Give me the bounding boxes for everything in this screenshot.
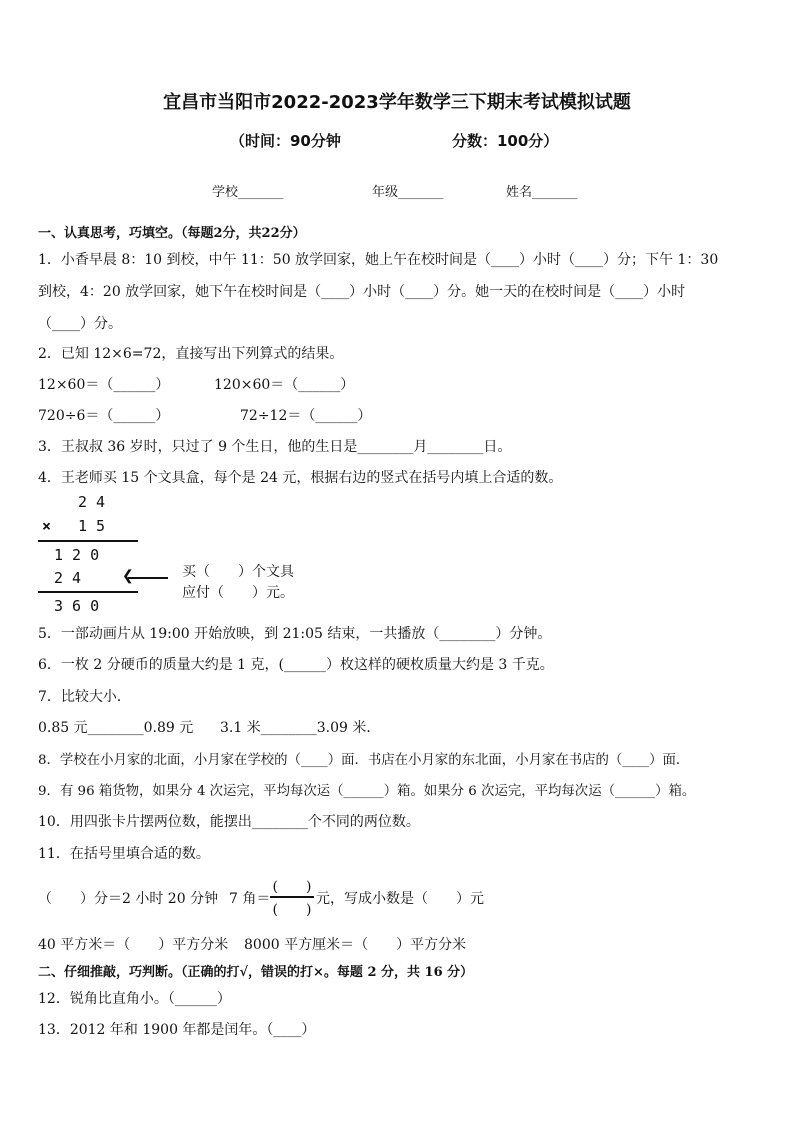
fraction-numerator: ( ) xyxy=(272,879,312,895)
q8-text: 8．学校在小月家的北面，小月家在学校的（____）面．书店在小月家的东北面，小月家在书店的（____）面． xyxy=(38,753,690,768)
school-field: 学校_______ xyxy=(212,185,284,200)
name-field: 姓名_______ xyxy=(506,185,578,200)
vertical-row1: 2 4 xyxy=(78,493,106,511)
multiply-sign: × xyxy=(42,517,52,535)
exam-score: 分数：100分） xyxy=(452,132,559,150)
grade-field: 年级_______ xyxy=(372,185,444,200)
q1-line1: 1．小香早晨 8：10 到校，中午 11：50 放学回家，她上午在校时间是（____）小时（____）分；下午 1：30 xyxy=(38,252,719,268)
q11-b-prefix: 7 角＝ xyxy=(229,891,271,907)
q11-b-suffix: 元，写成小数是（ ）元 xyxy=(316,891,484,907)
q9-text: 9．有 96 箱货物，如果分 4 次运完，平均每次运（______）箱。如果分 6 次运完，平均每次运（______）箱。 xyxy=(38,784,696,799)
q11-a: （ ）分＝2 小时 20 分钟 xyxy=(38,891,219,907)
q2-b: 120×60＝（______） xyxy=(214,377,355,393)
section-2-heading: 二、仔细推敲，巧判断。（正确的打√，错误的打×。每题 2 分，共 16 分） xyxy=(38,965,474,980)
vertical-row4: 2 4 xyxy=(54,569,82,587)
vertical-row2: 1 5 xyxy=(78,517,106,535)
q2-d: 72÷12＝（______） xyxy=(240,408,372,424)
q7-a: 0.85 元________0.89 元 xyxy=(38,720,194,736)
vertical-line-2 xyxy=(38,591,138,593)
q2-c: 720÷6＝（______） xyxy=(38,408,170,424)
arrow-shaft xyxy=(128,577,168,579)
q5-text: 5．一部动画片从 19:00 开始放映，到 21:05 结束，一共播放（________）分钟。 xyxy=(38,626,552,642)
q1-line2: 到校，4：20 放学回家，她下午在校时间是（____）小时（____）分。她一天的在校时间是（____）小时 xyxy=(38,284,686,300)
exam-time: （时间：90分钟 xyxy=(230,132,341,150)
q11-c: 40 平方米＝（ ）平方分米 xyxy=(38,937,229,953)
q2-text: 2．已知 12×6=72，直接写出下列算式的结果。 xyxy=(38,346,344,362)
fraction-bar xyxy=(270,896,314,898)
q4-note2: 应付（ ）元。 xyxy=(182,585,294,601)
section-1-heading: 一、认真思考，巧填空。（每题2分，共22分） xyxy=(38,226,306,241)
q7-b: 3.1 米________3.09 米． xyxy=(220,720,381,736)
q11-text: 11．在括号里填合适的数。 xyxy=(38,846,210,862)
q10-text: 10．用四张卡片摆两位数，能摆出________个不同的两位数。 xyxy=(38,814,420,830)
q2-a: 12×60＝（______） xyxy=(38,377,170,393)
arrow-left-icon: ❮ xyxy=(122,568,134,584)
q4-note1: 买（ ）个文具 xyxy=(182,564,294,580)
q7-text: 7．比较大小． xyxy=(38,689,131,705)
page-title: 宜昌市当阳市2022-2023学年数学三下期末考试模拟试题 xyxy=(163,92,631,113)
q12-text: 12．锐角比直角小。（______） xyxy=(38,991,231,1007)
fraction-denominator: ( ) xyxy=(272,902,312,918)
q1-line3: （____）分。 xyxy=(38,316,122,332)
q6-text: 6．一枚 2 分硬币的质量大约是 1 克，(______）枚这样的硬枚质量大约是 3 千克。 xyxy=(38,657,554,673)
vertical-line-1 xyxy=(38,540,138,542)
q4-text: 4．王老师买 15 个文具盒，每个是 24 元，根据右边的竖式在括号内填上合适的数。 xyxy=(38,470,563,486)
q3-text: 3．王叔叔 36 岁时，只过了 9 个生日，他的生日是________月________日。 xyxy=(38,439,512,455)
q13-text: 13．2012 年和 1900 年都是闰年。（____） xyxy=(38,1022,316,1038)
vertical-row5: 3 6 0 xyxy=(54,597,100,615)
vertical-row3: 1 2 0 xyxy=(54,546,100,564)
q11-d: 8000 平方厘米＝（ ）平方分米 xyxy=(244,937,467,953)
